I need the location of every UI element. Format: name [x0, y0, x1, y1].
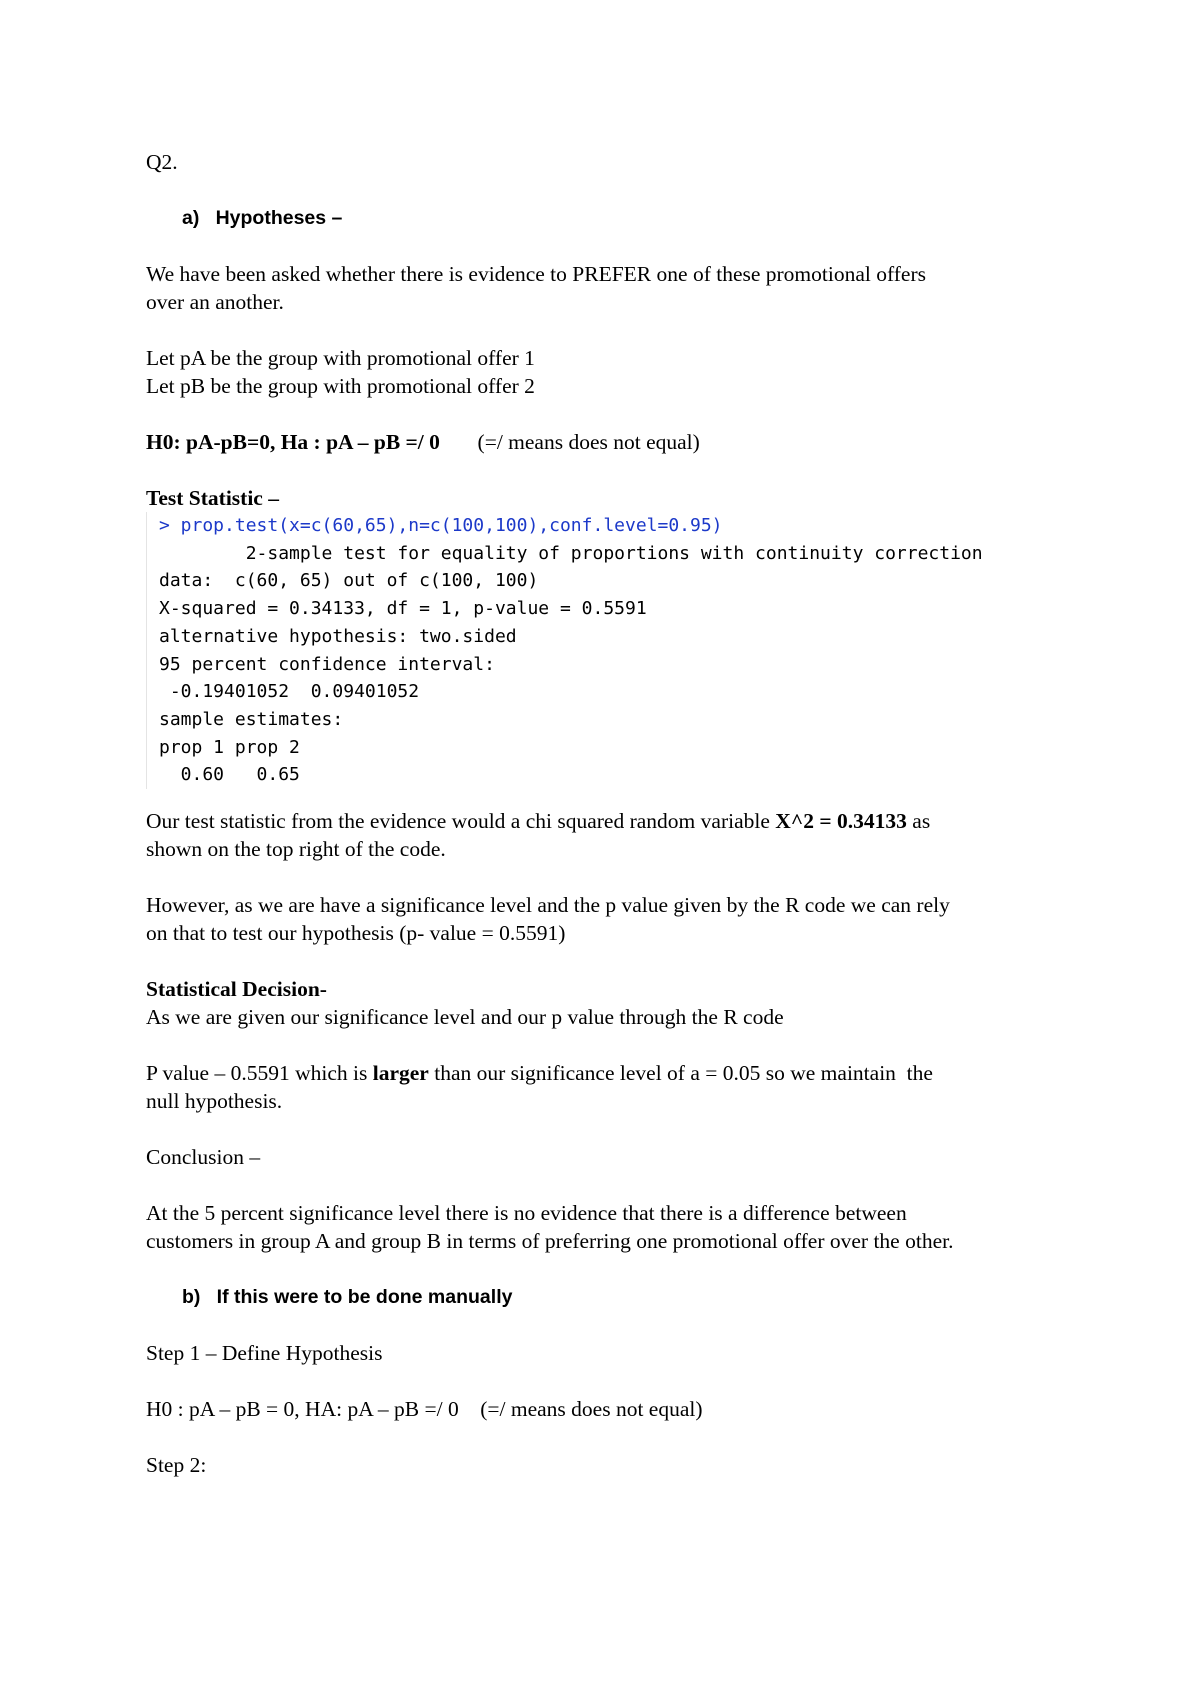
pvalue-text-line-1	[146, 1059, 1066, 1087]
hypotheses-bold: H0: pA-pB=0, Ha : pA – pB =/ 0	[146, 430, 440, 454]
document-page	[146, 148, 1066, 1479]
step-2-text: Step 2:	[146, 1453, 207, 1478]
r-output-line: 95 percent confidence interval:	[159, 653, 495, 675]
r-output-line: data: c(60, 65) out of c(100, 100)	[159, 570, 539, 592]
pvalue-bold: larger	[372, 1061, 429, 1086]
part-b-hypotheses: H0 : pA – pB = 0, HA: pA – pB =/ 0 (=/ means does not equal)	[146, 1397, 703, 1422]
r-command: > prop.test(x=c(60,65),n=c(100,100),conf.level=0.95)	[159, 515, 723, 536]
r-output-line: 0.60 0.65	[159, 764, 300, 786]
stat-value: X^2 = 0.34133	[775, 809, 907, 834]
test-statistic-text-line-1	[146, 807, 1066, 835]
however-text-line-1: However, as we are have a significance level and the p value given by the R code we can rely	[146, 893, 950, 918]
define-group-b: Let pB be the group with promotional offer 2	[146, 374, 535, 398]
r-output-line: 2-sample test for equality of proportions with continuity correction	[159, 542, 983, 564]
hypotheses-note: (=/ means does not equal)	[477, 430, 700, 454]
r-output-line: alternative hypothesis: two.sided	[159, 625, 517, 647]
statistical-decision-label: Statistical Decision-	[146, 977, 327, 1002]
r-console-output	[146, 512, 1066, 789]
intro-text-line-2: over an another.	[146, 290, 284, 314]
r-output-line: -0.19401052 0.09401052	[159, 681, 420, 703]
part-b-heading: b) If this were to be done manually	[182, 1286, 513, 1309]
r-output-line: sample estimates:	[159, 708, 344, 730]
pvalue-pre: P value – 0.5591 which is	[146, 1061, 373, 1086]
stat-text-post: as	[906, 809, 931, 834]
conclusion-text-line-2: customers in group A and group B in terms of preferring one promotional offer over the other.	[146, 1229, 954, 1254]
pvalue-post: than our significance level of a = 0.05 so we maintain the	[428, 1061, 933, 1086]
test-statistic-label: Test Statistic –	[146, 486, 279, 510]
test-statistic-text-line-2: shown on the top right of the code.	[146, 837, 446, 862]
r-output-line: X-squared = 0.34133, df = 1, p-value = 0.5591	[159, 598, 647, 620]
statistical-decision-text: As we are given our significance level and our p value through the R code	[146, 1005, 784, 1030]
define-group-a: Let pA be the group with promotional offer 1	[146, 346, 535, 370]
conclusion-label: Conclusion –	[146, 1145, 261, 1170]
stat-text-pre: Our test statistic from the evidence would a chi squared random variable	[146, 809, 776, 834]
question-label: Q2.	[146, 150, 178, 174]
r-output-line: prop 1 prop 2	[159, 736, 300, 758]
hypotheses-statement	[146, 428, 1066, 456]
conclusion-text-line-1: At the 5 percent significance level there is no evidence that there is a difference between	[146, 1201, 907, 1226]
intro-text-line-1: We have been asked whether there is evidence to PREFER one of these promotional offers	[146, 262, 926, 286]
however-text-line-2: on that to test our hypothesis (p- value = 0.5591)	[146, 921, 566, 946]
pvalue-text-line-2: null hypothesis.	[146, 1089, 283, 1114]
step-1-text: Step 1 – Define Hypothesis	[146, 1341, 383, 1366]
part-a-heading: a) Hypotheses –	[182, 207, 343, 229]
